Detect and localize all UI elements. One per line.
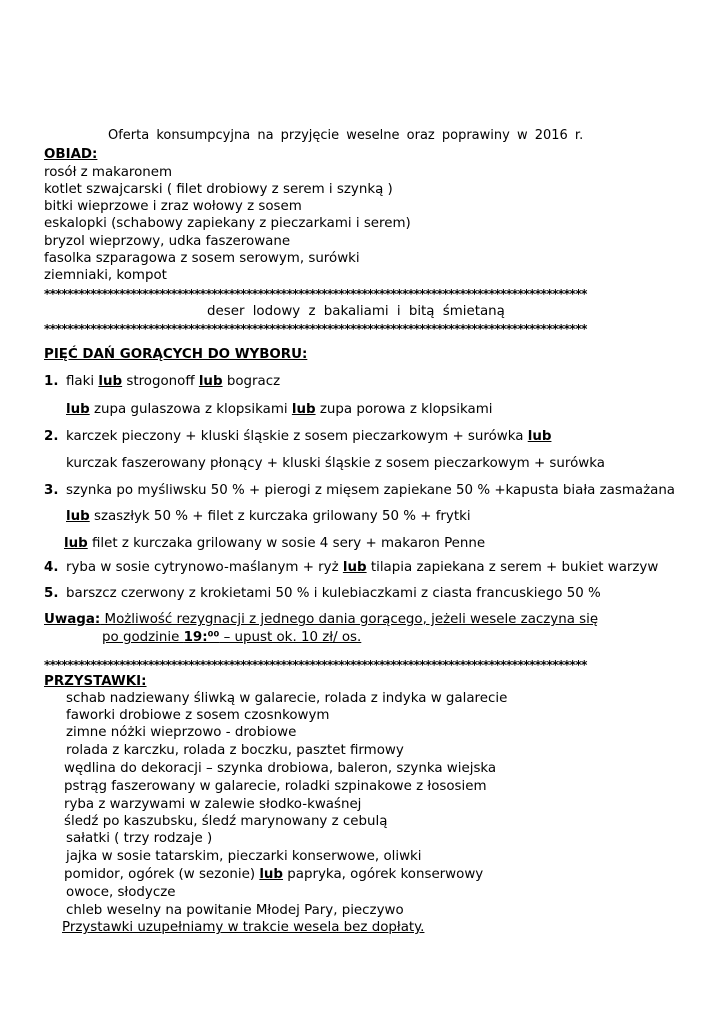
hot-option-3-cont: lub filet z kurczaka grilowany w sosie 4 sery + makaron Penne [64, 536, 486, 551]
starter-item: pomidor, ogórek (w sezonie) lub papryka, ogórek konserwowy [64, 867, 484, 882]
option-number: 2. [44, 429, 59, 444]
obiad-item: eskalopki (schabowy zapiekany z pieczarkami i serem) [44, 216, 411, 231]
lub-label: lub [342, 560, 367, 575]
option-number: 4. [44, 560, 59, 575]
lub-label: lub [527, 429, 552, 444]
starter-item: ryba z warzywami w zalewie słodko-kwaśnej [64, 797, 362, 812]
starters-heading: PRZYSTAWKI: [44, 674, 147, 689]
obiad-item: rosół z makaronem [44, 165, 173, 180]
hot-dishes-heading: PIĘĆ DAŃ GORĄCYCH DO WYBORU: [44, 347, 308, 362]
hot-option-2-cont: kurczak faszerowany płonący + kluski śląskie z sosem pieczarkowym + surówka [66, 456, 605, 471]
obiad-item: ziemniaki, kompot [44, 268, 167, 283]
lub-label: lub [66, 402, 90, 417]
note-line: Uwaga: Możliwość rezygnacji z jednego dania gorącego, jeżeli wesele zaczyna się [44, 612, 599, 627]
starter-item: pstrąg faszerowany w galarecie, roladki szpinakowe z łososiem [64, 779, 487, 794]
separator: ********************************************************************************************** [44, 322, 587, 336]
lub-label: lub [291, 402, 316, 417]
hot-option-1-cont: lub zupa gulaszowa z klopsikami lub zupa porowa z klopsikami [66, 402, 493, 417]
lub-label: lub [66, 509, 90, 524]
note-line-2: po godzinie 19:⁰⁰ – upust ok. 10 zł/ os. [102, 630, 362, 645]
obiad-item: kotlet szwajcarski ( filet drobiowy z serem i szynką ) [44, 182, 393, 197]
starter-item: faworki drobiowe z sosem czosnkowym [66, 708, 330, 723]
separator: ********************************************************************************************** [44, 287, 587, 301]
lub-label: lub [64, 536, 88, 551]
lub-label: lub [98, 374, 123, 389]
starter-item: jajka w sosie tatarskim, pieczarki konserwowe, oliwki [66, 849, 422, 864]
obiad-heading: OBIAD: [44, 147, 98, 162]
dessert-line: deser lodowy z bakaliami i bitą śmietaną [207, 304, 505, 319]
obiad-item: bryzol wieprzowy, udka faszerowane [44, 234, 291, 249]
note-time: 19:⁰⁰ [183, 630, 220, 645]
hot-option-3-cont: lub szaszłyk 50 % + filet z kurczaka grilowany 50 % + frytki [66, 509, 471, 524]
starter-item: schab nadziewany śliwką w galarecie, rolada z indyka w galarecie [66, 691, 508, 706]
option-number: 3. [44, 483, 59, 498]
hot-option-2: 2. karczek pieczony + kluski śląskie z sosem pieczarkowym + surówka lub [44, 429, 552, 444]
hot-option-4: 4. ryba w sosie cytrynowo-maślanym + ryż lub tilapia zapiekana z serem + bukiet warzyw [44, 560, 659, 575]
lub-label: lub [198, 374, 223, 389]
starter-item: zimne nóżki wieprzowo - drobiowe [66, 725, 297, 740]
obiad-item: bitki wieprzowe i zraz wołowy z sosem [44, 199, 302, 214]
starter-item: owoce, słodycze [66, 885, 176, 900]
starter-item: rolada z karczku, rolada z boczku, pasztet firmowy [66, 743, 404, 758]
separator: ********************************************************************************************** [44, 658, 587, 672]
starter-item: sałatki ( trzy rodzaje ) [66, 831, 213, 846]
starter-item: śledź po kaszubsku, śledź marynowany z cebulą [64, 814, 388, 829]
offer-title: Oferta konsumpcyjna na przyjęcie weselne oraz poprawiny w 2016 r. [108, 128, 584, 143]
starter-item: wędlina do dekoracji – szynka drobiowa, baleron, szynka wiejska [64, 761, 497, 776]
starters-footer: Przystawki uzupełniamy w trakcie wesela bez dopłaty. [62, 920, 425, 935]
option-number: 5. [44, 586, 59, 601]
lub-label: lub [259, 867, 284, 882]
option-number: 1. [44, 374, 59, 389]
starter-item: chleb weselny na powitanie Młodej Pary, pieczywo [66, 903, 404, 918]
hot-option-1: 1. flaki lub strogonoff lub bogracz [44, 374, 281, 389]
hot-option-3: 3. szynka po myśliwsku 50 % + pierogi z mięsem zapiekane 50 % +kapusta biała zasmażana [44, 483, 676, 498]
obiad-item: fasolka szparagowa z sosem serowym, surówki [44, 251, 360, 266]
hot-option-5: 5. barszcz czerwony z krokietami 50 % i kulebiaczkami z ciasta francuskiego 50 % [44, 586, 601, 601]
note-label: Uwaga: [44, 612, 101, 627]
